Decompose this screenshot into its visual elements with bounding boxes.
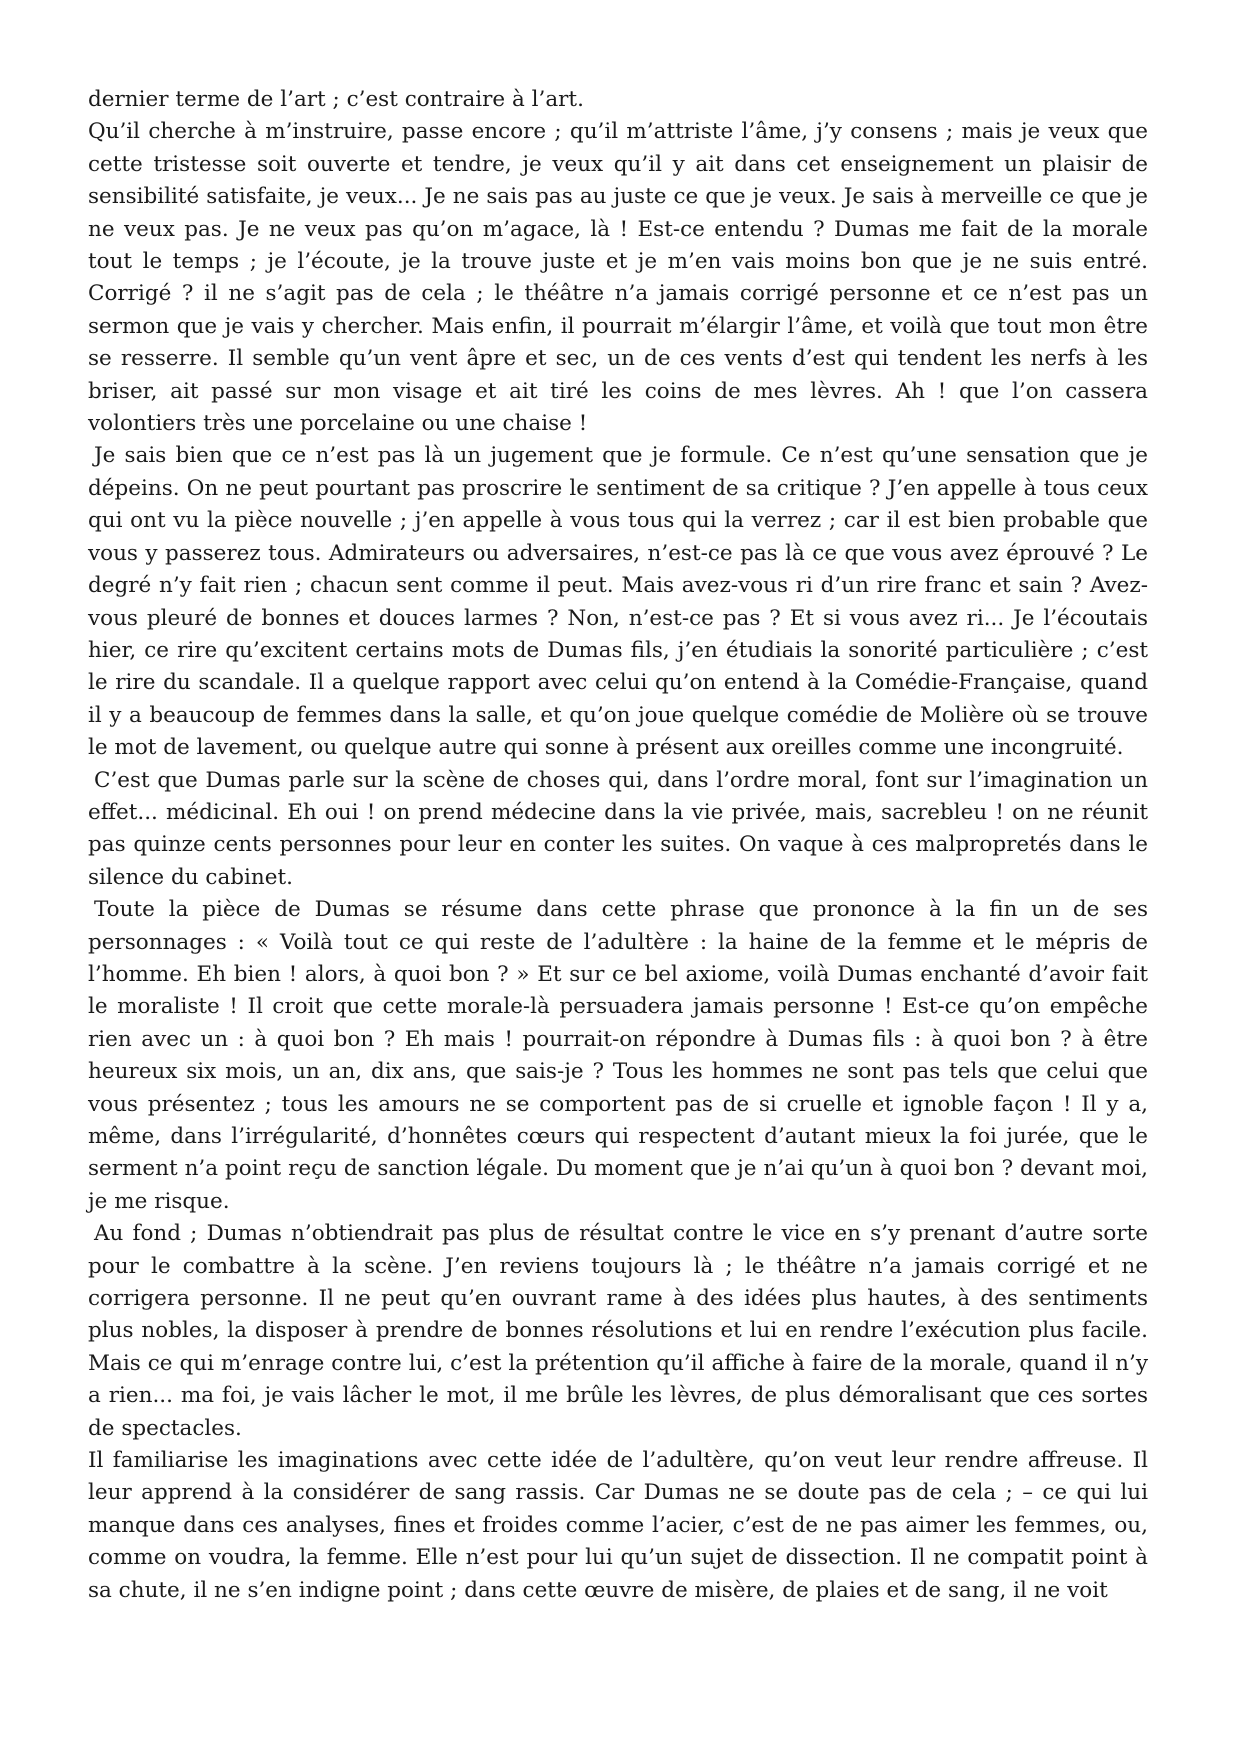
paragraph-1: dernier terme de l’art ; c’est contraire à l’art. [88,87,584,112]
paragraph-2: Qu’il cherche à m’instruire, passe encore ; qu’il m’attriste l’âme, j’y consens ; mais je veux que cette tristesse soit ouverte et tendre, je veux qu’il y ait dans cet enseignement un plaisir de sensibilité satisfaite, je veux... Je ne sais pas au juste ce que je veux. Je sais à merveille ce que je ne veux pas. Je ne veux pas qu’on m’agace, là ! Est-ce entendu ? Dumas me fait de la morale tout le temps ; je l’écoute, je la trouve juste et je m’en vais moins bon que je ne suis entré. Corrigé ? il ne s’agit pas de cela ; le théâtre n’a jamais corrigé personne et ce n’est pas un sermon que je vais y chercher. Mais enfin, il pourrait m’élargir l’âme, et voilà que tout mon être se resserre. Il semble qu’un vent âpre et sec, un de ces vents d’est qui tendent les nerfs à les briser, ait passé sur mon visage et ait tiré les coins de mes lèvres. Ah ! que l’on cassera volontiers très une porcelaine ou une chaise ! [88,119,1148,437]
paragraph-7: Il familiarise les imaginations avec cette idée de l’adultère, qu’on veut leur rendre affreuse. Il leur apprend à la considérer de sang rassis. Car Dumas ne se doute pas de cela ; – ce qui lui manque dans ces analyses, fines et froides comme l’acier, c’est de ne pas aimer les femmes, ou, comme on voudra, la femme. Elle n’est pour lui qu’un sujet de dissection. Il ne compatit point à sa chute, il ne s’en indigne point ; dans cette œuvre de misère, de plaies et de sang, il ne voit [88,1448,1148,1603]
paragraph-6: Au fond ; Dumas n’obtiendrait pas plus de résultat contre le vice en s’y prenant d’autre sorte pour le combattre à la scène. J’en reviens toujours là ; le théâtre n’a jamais corrigé et ne corrigera personne. Il ne peut qu’en ouvrant rame à des idées plus hautes, à des sentiments plus nobles, la disposer à prendre de bonnes résolutions et lui en rendre l’exécution plus facile. Mais ce qui m’enrage contre lui, c’est la prétention qu’il affiche à faire de la morale, quand il n’y a rien... ma foi, je vais lâcher le mot, il me brûle les lèvres, de plus démoralisant que ces sortes de spectacles. [88,1221,1148,1441]
document-page [88,84,1148,1607]
paragraph-3: Je sais bien que ce n’est pas là un jugement que je formule. Ce n’est qu’une sensation que je dépeins. On ne peut pourtant pas proscrire le sentiment de sa critique ? J’en appelle à tous ceux qui ont vu la pièce nouvelle ; j’en appelle à vous tous qui la verrez ; car il est bien probable que vous y passerez tous. Admirateurs ou adversaires, n’est-ce pas là ce que vous avez éprouvé ? Le degré n’y fait rien ; chacun sent comme il peut. Mais avez-vous ri d’un rire franc et sain ? Avez-vous pleuré de bonnes et douces larmes ? Non, n’est-ce pas ? Et si vous avez ri... Je l’écoutais hier, ce rire qu’excitent certains mots de Dumas fils, j’en étudiais la sonorité particulière ; c’est le rire du scandale. Il a quelque rapport avec celui qu’on entend à la Comédie-Française, quand il y a beaucoup de femmes dans la salle, et qu’on joue quelque comédie de Molière où se trouve le mot de lavement, ou quelque autre qui sonne à présent aux oreilles comme une incongruité. [88,443,1148,761]
paragraph-5: Toute la pièce de Dumas se résume dans cette phrase que prononce à la fin un de ses personnages : « Voilà tout ce qui reste de l’adultère : la haine de la femme et le mépris de l’homme. Eh bien ! alors, à quoi bon ? » Et sur ce bel axiome, voilà Dumas enchanté d’avoir fait le moraliste ! Il croit que cette morale-là persuadera jamais personne ! Est-ce qu’on empêche rien avec un : à quoi bon ? Eh mais ! pourrait-on répondre à Dumas fils : à quoi bon ? à être heureux six mois, un an, dix ans, que sais-je ? Tous les hommes ne sont pas tels que celui que vous présentez ; tous les amours ne se comportent pas de si cruelle et ignoble façon ! Il y a, même, dans l’irrégularité, d’honnêtes cœurs qui respectent d’autant mieux la foi jurée, que le serment n’a point reçu de sanction légale. Du moment que je n’ai qu’un à quoi bon ? devant moi, je me risque. [88,897,1148,1214]
paragraph-4: C’est que Dumas parle sur la scène de choses qui, dans l’ordre moral, font sur l’imagination un effet... médicinal. Eh oui ! on prend médecine dans la vie privée, mais, sacrebleu ! on ne réunit pas quinze cents personnes pour leur en conter les suites. On vaque à ces malpropretés dans le silence du cabinet. [88,767,1148,890]
